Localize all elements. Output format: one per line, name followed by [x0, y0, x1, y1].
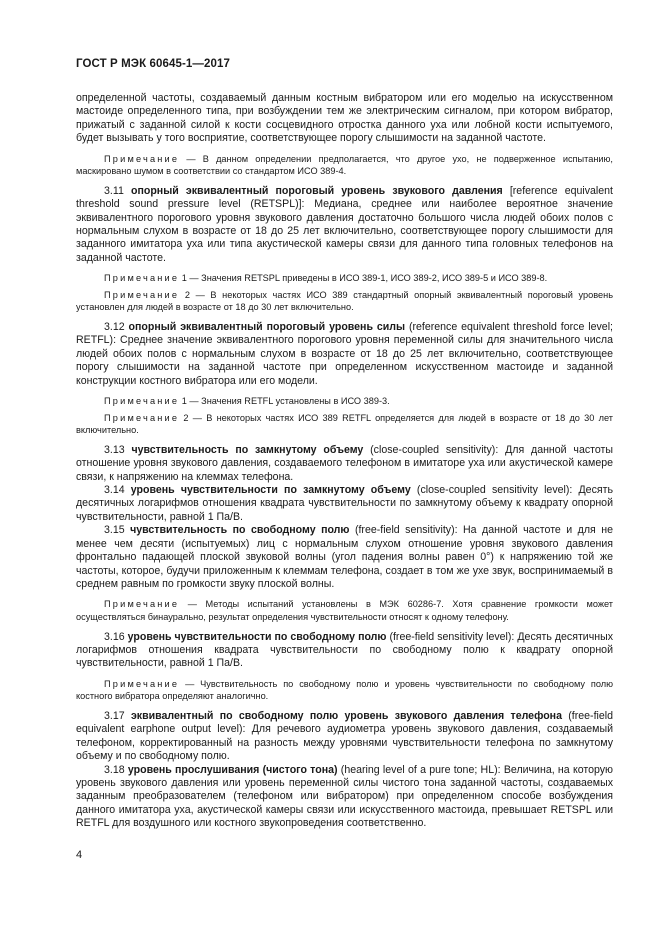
- section-term: эквивалентный по свободному полю уровень звукового давления телефона: [130, 709, 562, 722]
- section-3-12: [76, 321, 613, 388]
- section-text: (close-coupled sensitivity level): Десять десятичных логарифмов отношения квадрата чувствительности по замкнутому объему к квадрату опорной чувствительности, равной 1 Па/В.: [76, 484, 613, 523]
- document-body: [76, 92, 613, 831]
- note-text: 1 — Значения RETFL установлены в ИСО 389-3.: [179, 396, 390, 407]
- section-number: 3.15: [104, 524, 131, 537]
- note-label: Примечание: [104, 153, 180, 164]
- section-term: уровень прослушивания (чистого тона): [127, 763, 338, 776]
- section-text: (free-field equivalent earphone output level): Для речевого аудиометра уровень звукового давления, создаваемый телефоном, корректированный на разность между уровнями чувствительности телефона по замкнутому объему и по свободному полю.: [76, 709, 614, 763]
- section-3-17: [76, 710, 613, 764]
- section-term: уровень чувствительности по свободному полю: [127, 630, 387, 643]
- paragraph-continuation: определенной частоты, создаваемый данным костным вибратором или его моделью на искусственном мастоиде определенного типа, при возбуждении тем же электрическим сигналом, при котором вибратор, прижатый с заданной силой к кости сосцевидного отростка данного уха или лобной кости испытуемого, будет вызывать у того восприятие, соответствующее порогу слышимости на заданной частоте.: [76, 92, 613, 145]
- note-text: — В данном определении предполагается, что другое ухо, не подверженное испытанию, маскировано шумом в соответствии со стандартом ИСО 389-4.: [76, 153, 613, 177]
- note-text: 1 — Значения RETSPL приведены в ИСО 389-1, ИСО 389-2, ИСО 389-5 и ИСО 389-8.: [179, 273, 548, 284]
- section-text: (free-field sensitivity level): Десять десятичных логарифмов отношения квадрата чувствительности по свободному полю к квадрату опорной чувствительности, равной 1 Па/В.: [76, 630, 614, 670]
- section-3-13: [76, 444, 613, 484]
- note: [76, 395, 613, 408]
- note: [76, 272, 613, 285]
- section-text: (reference equivalent threshold force level; RETFL): Среднее значение эквивалентного порогового уровня переменной силы для значительного числа людей обоих полов с нормальным слухом в возрасте от 18 до 25 лет включительно, соответствующее порогу слышимости на заданной частоте при определенном искусственном мастоиде и заданной конструкции костного вибратора или его модели.: [76, 321, 613, 387]
- note-text: — Методы испытаний установлены в МЭК 60286-7. Хотя сравнение громкости может осуществляться бинаурально, результат определения чувствительности относят к одному телефону.: [76, 599, 613, 622]
- note-label: Примечание: [104, 396, 180, 407]
- section-3-11: [76, 185, 613, 265]
- section-term: чувствительность по замкнутому объему: [131, 443, 364, 456]
- note: [76, 153, 613, 178]
- section-3-14: [76, 484, 613, 524]
- section-number: 3.14: [104, 484, 131, 497]
- note: [76, 412, 613, 437]
- section-number: 3.16: [104, 630, 128, 643]
- section-3-16: [76, 631, 613, 671]
- note-label: Примечание: [104, 678, 180, 689]
- note-label: Примечание: [104, 599, 180, 610]
- section-number: 3.13: [104, 443, 132, 456]
- section-number: 3.17: [104, 709, 131, 722]
- note-label: Примечание: [104, 273, 180, 284]
- note-label: Примечание: [104, 289, 180, 300]
- document-header: ГОСТ Р МЭК 60645-1—2017: [76, 58, 230, 70]
- section-number: 3.11: [104, 184, 131, 197]
- section-3-18: [76, 764, 613, 831]
- note-text: 2 — В некоторых частях ИСО 389 RETFL определяется для людей в возрасте от 18 до 30 лет включительно.: [76, 412, 613, 436]
- note-label: Примечание: [104, 412, 180, 423]
- note-text: 2 — В некоторых частях ИСО 389 стандартный опорный эквивалентный пороговый уровень установлен для людей в возрасте от 18 до 30 лет включительно.: [76, 289, 613, 313]
- section-term: опорный эквивалентный пороговый уровень силы: [128, 321, 406, 334]
- section-text: [reference equivalent threshold sound pressure level (RETSPL)]: Медиана, среднее или наиболее вероятное значение эквивалентного порогового уровня звукового давления достаточно большого числа людей обоих полов с нормальным слухом в возрасте от 18 до 25 лет включительно, соответствующее порогу слышимости для заданного имитатора уха или типа акустической камеры связи для данного типа головных телефонов на заданной частоте.: [76, 184, 613, 264]
- section-text: (close-coupled sensitivity): Для данной частоты отношение уровня звукового давления, создаваемого телефоном в имитаторе уха или акустической камере связи, к напряжению на клеммах телефона.: [76, 443, 613, 483]
- section-term: опорный эквивалентный пороговый уровень звукового давления: [130, 184, 503, 197]
- note: [76, 289, 613, 314]
- page-number: 4: [76, 849, 83, 861]
- note: [76, 678, 613, 703]
- section-text: (hearing level of a pure tone; HL): Величина, на которую уровень звукового давления или уровень переменной силы чистого тона заданной частоты, создаваемых заданным преобразователем (телефоном или вибратором) при определенном способе возбуждения данного имитатора уха, акустической камеры связи или искусственного мастоида, превышает RETSPL или RETFL для воздушного или костного звукопроведения соответственно.: [76, 763, 613, 830]
- section-number: 3.18: [104, 763, 128, 776]
- section-term: уровень чувствительности по замкнутому объему: [130, 484, 411, 497]
- section-text: (free-field sensitivity): На данной частоте и для не менее чем десяти (испытуемых) лиц с нормальным слухом отношение уровня звукового давления фронтально падающей плоской звуковой волны (угол падения волны равен 0°) к напряжению той же частоты, которое, будучи приложенным к клеммам телефона, создает в том же ухе звук, воспринимаемый в среднем равным по громкости звуку плоской волны.: [76, 524, 613, 590]
- section-number: 3.12: [104, 321, 129, 334]
- section-3-15: [76, 524, 613, 591]
- note-text: — Чувствительность по свободному полю и уровень чувствительности по свободному полю костного вибратора определяют аналогично.: [76, 678, 613, 702]
- note: [76, 598, 613, 623]
- section-term: чувствительность по свободному полю: [130, 524, 350, 537]
